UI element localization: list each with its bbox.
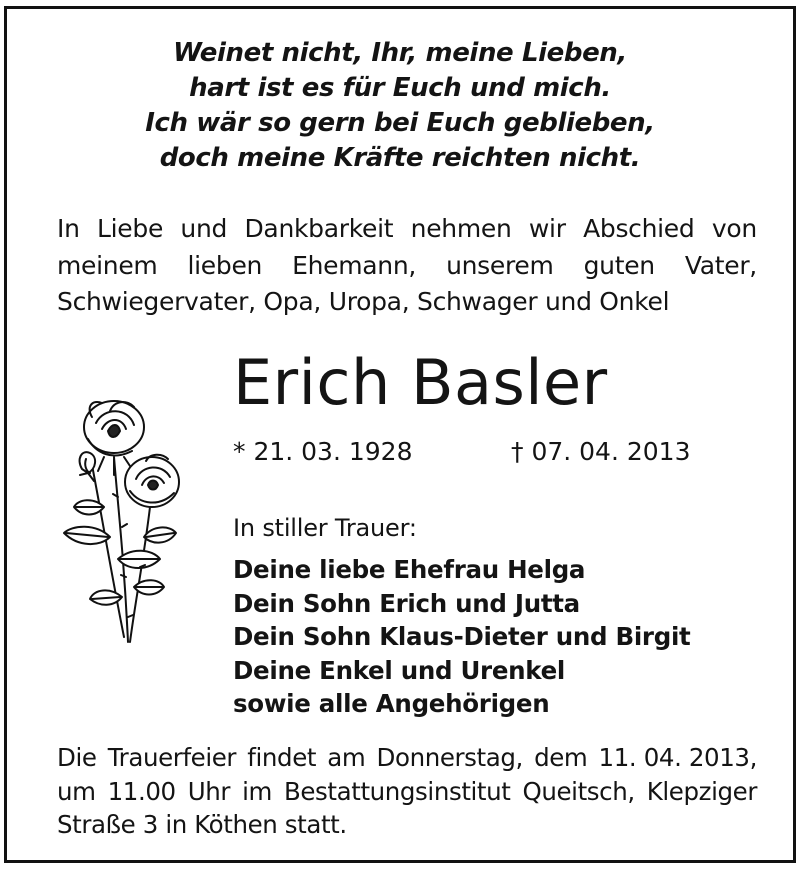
death-date: † 07. 04. 2013 bbox=[511, 437, 691, 466]
word: Ehemann, bbox=[292, 250, 417, 280]
word: Queitsch, bbox=[522, 776, 635, 806]
word: um bbox=[57, 776, 96, 806]
mourner: Deine Enkel und Urenkel bbox=[233, 655, 566, 685]
birth-date: * 21. 03. 1928 bbox=[233, 437, 413, 466]
word: Bestattungsinstitut bbox=[283, 776, 511, 806]
word: Trauerfeier bbox=[107, 743, 237, 772]
word: Uhr bbox=[187, 776, 231, 806]
word: dem bbox=[534, 743, 588, 772]
word: am bbox=[327, 743, 366, 772]
mourner: Deine liebe Ehefrau Helga bbox=[233, 555, 586, 584]
mourning-label: In stiller Trauer: bbox=[233, 514, 417, 542]
word: unserem bbox=[446, 250, 554, 280]
poem-line: Ich wär so gern bei Euch geblieben, bbox=[145, 108, 655, 138]
word: meinem bbox=[57, 250, 158, 280]
poem bbox=[7, 36, 793, 176]
word: von bbox=[711, 214, 757, 243]
word: findet bbox=[247, 743, 317, 772]
rose-icon bbox=[52, 387, 192, 657]
poem-line: doch meine Kräfte reichten nicht. bbox=[159, 143, 641, 173]
word: Vater, bbox=[684, 250, 757, 280]
word: guten bbox=[583, 250, 655, 280]
intro-line-1 bbox=[57, 211, 757, 248]
service-line-1 bbox=[57, 741, 757, 775]
word: wir bbox=[528, 214, 566, 243]
poem-line: hart ist es für Euch und mich. bbox=[189, 73, 611, 103]
word: Liebe bbox=[97, 214, 164, 243]
mourner: Dein Sohn Klaus-Dieter und Birgit bbox=[233, 622, 691, 651]
word: Abschied bbox=[583, 214, 695, 243]
service-info bbox=[57, 741, 757, 842]
word: nehmen bbox=[410, 214, 512, 243]
deceased-name: Erich Basler bbox=[233, 346, 608, 419]
word: 11.00 bbox=[107, 776, 176, 806]
word: Donnerstag, bbox=[376, 743, 523, 772]
service-line-2 bbox=[57, 775, 757, 809]
mourner: sowie alle Angehörigen bbox=[233, 689, 550, 718]
word: In bbox=[57, 214, 80, 243]
word: und bbox=[180, 214, 228, 243]
mourner: Dein Sohn Erich und Jutta bbox=[233, 588, 580, 618]
mourners-list bbox=[233, 553, 690, 721]
intro-line-2 bbox=[57, 248, 757, 285]
word: Dankbarkeit bbox=[244, 214, 394, 243]
word: lieben bbox=[187, 250, 263, 280]
poem-line: Weinet nicht, Ihr, meine Lieben, bbox=[173, 38, 627, 68]
word: 11. 04. 2013, bbox=[598, 743, 757, 772]
obituary-frame bbox=[4, 6, 796, 863]
intro-text bbox=[57, 211, 757, 321]
service-line-3: Straße 3 in Köthen statt. bbox=[57, 810, 347, 839]
intro-line-3: Schwiegervater, Opa, Uropa, Schwager und Onkel bbox=[57, 287, 670, 316]
word: Klepziger bbox=[646, 776, 757, 806]
word: Die bbox=[57, 743, 97, 772]
word: im bbox=[242, 776, 272, 806]
